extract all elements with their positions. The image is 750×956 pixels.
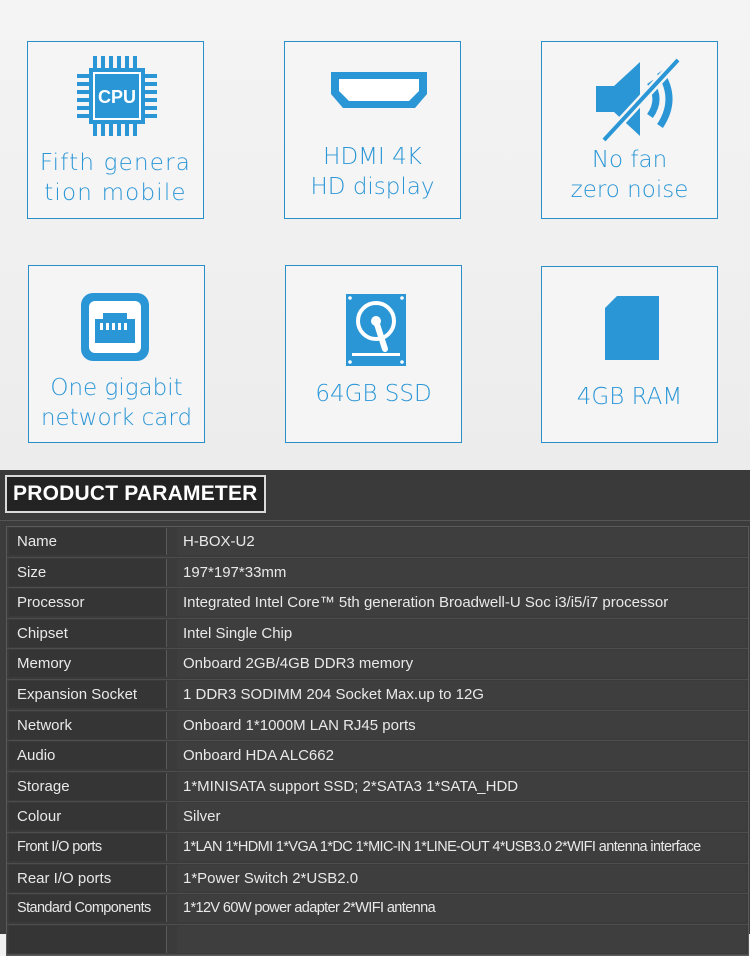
parameter-key: Front I/O ports	[9, 834, 167, 861]
table-row	[7, 619, 748, 650]
parameter-value: Onboard 1*1000M LAN RJ45 ports	[177, 712, 746, 739]
parameter-value: 1*MINISATA support SSD; 2*SATA3 1*SATA_HDD	[177, 773, 746, 800]
feature-label-line: 4GB RAM	[576, 384, 683, 410]
feature-card-hdmi	[284, 41, 461, 219]
hard-disk-icon	[345, 293, 407, 367]
ethernet-port-icon	[79, 291, 151, 363]
parameter-value: Intel Single Chip	[177, 620, 746, 647]
parameter-value: 1*Power Switch 2*USB2.0	[177, 865, 746, 892]
feature-card-cpu	[27, 41, 204, 219]
table-row	[7, 680, 748, 711]
table-row	[7, 527, 748, 558]
parameter-key: Processor	[9, 589, 167, 616]
parameter-title: PRODUCT PARAMETER	[5, 475, 266, 513]
parameter-key: Storage	[9, 773, 167, 800]
parameter-key: Name	[9, 528, 167, 555]
feature-card-network	[28, 265, 205, 443]
parameter-value: H-BOX-U2	[177, 528, 746, 555]
parameter-key: Memory	[9, 650, 167, 677]
feature-label-line: tion mobile	[44, 180, 187, 206]
table-row	[7, 802, 748, 833]
parameter-value: 1*12V 60W power adapter 2*WIFI antenna	[177, 895, 746, 922]
parameter-value: Onboard HDA ALC662	[177, 742, 746, 769]
table-row	[7, 588, 748, 619]
table-row	[7, 741, 748, 772]
parameter-value: Onboard 2GB/4GB DDR3 memory	[177, 650, 746, 677]
feature-label-line: No fan	[591, 147, 668, 173]
table-row	[7, 649, 748, 680]
table-row	[7, 558, 748, 589]
svg-text:CPU: CPU	[97, 87, 137, 107]
parameter-key: Expansion Socket	[9, 681, 167, 708]
table-row	[7, 711, 748, 742]
cpu-icon	[75, 54, 159, 138]
parameter-value: Integrated Intel Core™ 5th generation Broadwell-U Soc i3/i5/i7 processor	[177, 589, 746, 616]
feature-label-line: HDMI 4K	[323, 144, 422, 170]
table-row	[7, 772, 748, 803]
parameter-key: Rear I/O ports	[9, 865, 167, 892]
parameter-value: 197*197*33mm	[177, 559, 746, 586]
muted-speaker-icon	[590, 54, 686, 144]
feature-label-line: Fifth genera	[39, 150, 192, 176]
feature-label-line: network card	[40, 405, 193, 431]
parameter-value	[177, 926, 746, 953]
parameter-value: 1 DDR3 SODIMM 204 Socket Max.up to 12G	[177, 681, 746, 708]
parameter-key: Standard Components	[9, 895, 167, 922]
feature-label-line: zero noise	[570, 177, 689, 203]
parameter-value: Silver	[177, 803, 746, 830]
parameter-key: Network	[9, 712, 167, 739]
parameter-key	[9, 926, 167, 953]
parameter-key: Audio	[9, 742, 167, 769]
feature-label-line: One gigabit	[50, 375, 183, 401]
parameter-key: Colour	[9, 803, 167, 830]
features-section	[0, 0, 750, 470]
feature-card-ssd	[285, 265, 462, 443]
parameter-table	[6, 526, 749, 956]
memory-card-icon	[603, 294, 661, 362]
parameter-key: Size	[9, 559, 167, 586]
table-row	[7, 833, 748, 864]
parameter-header-bar	[0, 470, 750, 521]
feature-label-line: HD display	[310, 174, 435, 200]
parameter-value: 1*LAN 1*HDMI 1*VGA 1*DC 1*MIC-IN 1*LINE-OUT 4*USB3.0 2*WIFI antenna interface	[177, 834, 746, 861]
parameter-key: Chipset	[9, 620, 167, 647]
feature-card-ram	[541, 266, 718, 443]
feature-card-no-fan	[541, 41, 718, 219]
table-row	[7, 864, 748, 895]
feature-label-line: 64GB SSD	[315, 381, 432, 407]
hdmi-port-icon	[329, 70, 429, 110]
table-row	[7, 894, 748, 925]
table-row	[7, 925, 748, 956]
